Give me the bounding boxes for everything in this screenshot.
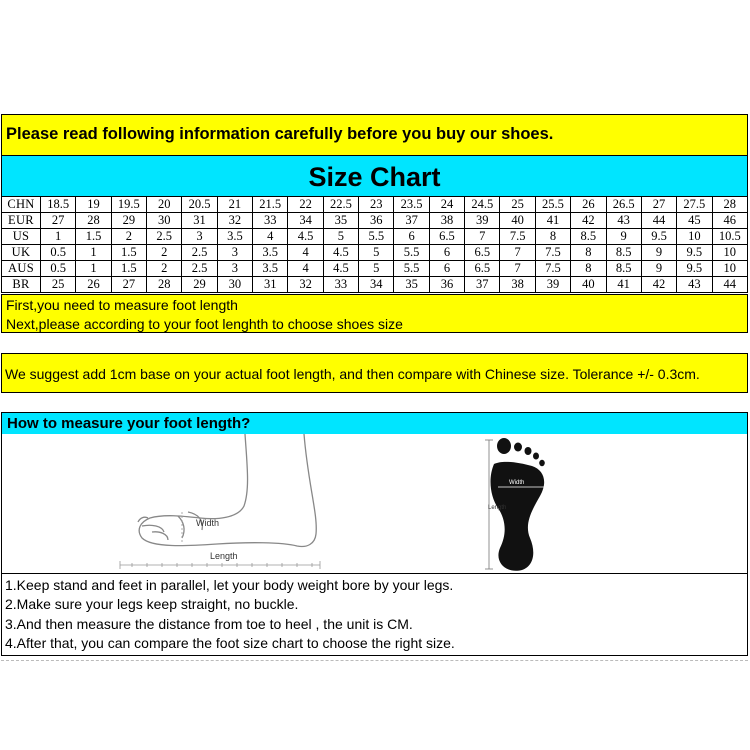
size-cell: 7 xyxy=(500,245,535,261)
size-cell: 20 xyxy=(147,197,182,213)
size-chart-title-banner xyxy=(1,155,748,197)
howto-title: How to measure your foot length? xyxy=(7,415,251,432)
size-cell: 6 xyxy=(394,229,429,245)
size-cell: 21.5 xyxy=(253,197,288,213)
size-cell: 34 xyxy=(359,277,394,293)
size-cell: 4.5 xyxy=(288,229,323,245)
note-first: First,you need to measure foot length xyxy=(6,297,238,313)
size-chart-table xyxy=(1,196,748,293)
size-cell: 5 xyxy=(359,245,394,261)
size-cell: 40 xyxy=(500,213,535,229)
size-cell: 7 xyxy=(465,229,500,245)
bottom-divider xyxy=(1,656,748,661)
size-chart-title: Size Chart xyxy=(308,162,441,192)
step-4: 4.After that, you can compare the foot size chart to choose the right size. xyxy=(5,634,455,651)
foot-diagram xyxy=(2,434,747,574)
size-cell: 43 xyxy=(606,213,641,229)
size-cell: 7 xyxy=(500,261,535,277)
size-cell: 1.5 xyxy=(76,229,111,245)
warning-text: Please read following information carefully before you buy our shoes. xyxy=(6,125,554,143)
size-cell: 4.5 xyxy=(323,261,358,277)
size-cell: 1 xyxy=(76,261,111,277)
row-label: BR xyxy=(2,277,41,293)
size-cell: 35 xyxy=(394,277,429,293)
measure-illustration xyxy=(1,434,748,574)
size-cell: 1.5 xyxy=(111,245,146,261)
size-row-us xyxy=(2,229,748,245)
size-cell: 10.5 xyxy=(712,229,747,245)
step-2: 2.Make sure your legs keep straight, no buckle. xyxy=(5,596,299,613)
size-cell: 8.5 xyxy=(571,229,606,245)
size-cell: 30 xyxy=(147,213,182,229)
size-row-chn xyxy=(2,197,748,213)
size-cell: 2.5 xyxy=(182,245,217,261)
size-cell: 6.5 xyxy=(429,229,464,245)
size-cell: 45 xyxy=(677,213,712,229)
size-cell: 38 xyxy=(500,277,535,293)
row-label: UK xyxy=(2,245,41,261)
size-cell: 5.5 xyxy=(394,245,429,261)
size-cell: 37 xyxy=(394,213,429,229)
size-cell: 18.5 xyxy=(41,197,76,213)
row-label: CHN xyxy=(2,197,41,213)
size-row-uk xyxy=(2,245,748,261)
size-cell: 39 xyxy=(535,277,570,293)
size-cell: 33 xyxy=(253,213,288,229)
size-cell: 5 xyxy=(323,229,358,245)
size-cell: 2.5 xyxy=(147,229,182,245)
size-cell: 19 xyxy=(76,197,111,213)
size-cell: 19.5 xyxy=(111,197,146,213)
size-cell: 7.5 xyxy=(535,261,570,277)
size-cell: 7.5 xyxy=(500,229,535,245)
size-cell: 21 xyxy=(217,197,252,213)
size-cell: 35 xyxy=(323,213,358,229)
size-cell: 2 xyxy=(111,229,146,245)
size-cell: 24 xyxy=(429,197,464,213)
size-row-br xyxy=(2,277,748,293)
howto-banner xyxy=(1,412,748,435)
size-cell: 3 xyxy=(217,261,252,277)
size-cell: 28 xyxy=(712,197,747,213)
size-cell: 27 xyxy=(41,213,76,229)
size-cell: 36 xyxy=(429,277,464,293)
size-cell: 3.5 xyxy=(253,261,288,277)
size-cell: 8 xyxy=(571,261,606,277)
size-cell: 29 xyxy=(111,213,146,229)
size-cell: 7.5 xyxy=(535,245,570,261)
size-cell: 0.5 xyxy=(41,261,76,277)
size-cell: 31 xyxy=(253,277,288,293)
size-cell: 44 xyxy=(712,277,747,293)
size-cell: 27.5 xyxy=(677,197,712,213)
size-cell: 9.5 xyxy=(677,261,712,277)
row-label: EUR xyxy=(2,213,41,229)
size-cell: 24.5 xyxy=(465,197,500,213)
size-cell: 6.5 xyxy=(465,245,500,261)
sole-width-label: Width xyxy=(509,480,525,486)
size-cell: 9 xyxy=(641,261,676,277)
size-cell: 4.5 xyxy=(323,245,358,261)
size-cell: 39 xyxy=(465,213,500,229)
size-cell: 25 xyxy=(500,197,535,213)
size-cell: 37 xyxy=(465,277,500,293)
size-cell: 4 xyxy=(253,229,288,245)
size-cell: 23 xyxy=(359,197,394,213)
note-next: Next,please according to your foot lenghth to choose shoes size xyxy=(6,316,403,332)
size-cell: 26 xyxy=(76,277,111,293)
size-cell: 46 xyxy=(712,213,747,229)
size-cell: 10 xyxy=(677,229,712,245)
suggestion-banner xyxy=(1,353,748,393)
size-cell: 26 xyxy=(571,197,606,213)
sole-length-label: Length xyxy=(488,505,507,511)
size-cell: 27 xyxy=(641,197,676,213)
size-cell: 4 xyxy=(288,245,323,261)
size-cell: 34 xyxy=(288,213,323,229)
size-cell: 2 xyxy=(147,261,182,277)
size-cell: 3.5 xyxy=(253,245,288,261)
size-cell: 5.5 xyxy=(394,261,429,277)
size-cell: 1.5 xyxy=(111,261,146,277)
size-cell: 42 xyxy=(641,277,676,293)
size-cell: 3 xyxy=(217,245,252,261)
size-cell: 36 xyxy=(359,213,394,229)
size-cell: 30 xyxy=(217,277,252,293)
size-cell: 32 xyxy=(217,213,252,229)
size-cell: 23.5 xyxy=(394,197,429,213)
steps-list xyxy=(1,573,748,656)
size-cell: 9.5 xyxy=(641,229,676,245)
size-cell: 1 xyxy=(76,245,111,261)
size-cell: 3.5 xyxy=(217,229,252,245)
size-cell: 5 xyxy=(359,261,394,277)
size-cell: 0.5 xyxy=(41,245,76,261)
size-cell: 9 xyxy=(606,229,641,245)
notes-banner xyxy=(1,294,748,333)
size-cell: 8 xyxy=(535,229,570,245)
size-cell: 40 xyxy=(571,277,606,293)
size-cell: 20.5 xyxy=(182,197,217,213)
row-label: AUS xyxy=(2,261,41,277)
warning-banner xyxy=(1,114,748,156)
size-cell: 22 xyxy=(288,197,323,213)
size-cell: 28 xyxy=(147,277,182,293)
size-cell: 29 xyxy=(182,277,217,293)
size-cell: 9.5 xyxy=(677,245,712,261)
size-cell: 3 xyxy=(182,229,217,245)
size-cell: 25.5 xyxy=(535,197,570,213)
size-cell: 6.5 xyxy=(465,261,500,277)
size-cell: 31 xyxy=(182,213,217,229)
size-cell: 38 xyxy=(429,213,464,229)
size-row-aus xyxy=(2,261,748,277)
size-cell: 41 xyxy=(535,213,570,229)
size-cell: 10 xyxy=(712,245,747,261)
side-foot-icon xyxy=(138,434,316,547)
side-length-label: Length xyxy=(210,551,238,561)
size-cell: 1 xyxy=(41,229,76,245)
size-cell: 10 xyxy=(712,261,747,277)
row-label: US xyxy=(2,229,41,245)
size-cell: 4 xyxy=(288,261,323,277)
size-cell: 28 xyxy=(76,213,111,229)
side-width-label: Width xyxy=(196,518,220,528)
size-cell: 2 xyxy=(147,245,182,261)
size-cell: 2.5 xyxy=(182,261,217,277)
size-cell: 43 xyxy=(677,277,712,293)
size-cell: 8 xyxy=(571,245,606,261)
size-cell: 32 xyxy=(288,277,323,293)
size-cell: 42 xyxy=(571,213,606,229)
size-cell: 25 xyxy=(41,277,76,293)
size-cell: 8.5 xyxy=(606,261,641,277)
size-cell: 6 xyxy=(429,245,464,261)
step-3: 3.And then measure the distance from toe to heel , the unit is CM. xyxy=(5,615,413,632)
size-cell: 6 xyxy=(429,261,464,277)
size-cell: 44 xyxy=(641,213,676,229)
size-cell: 41 xyxy=(606,277,641,293)
size-cell: 26.5 xyxy=(606,197,641,213)
size-cell: 33 xyxy=(323,277,358,293)
suggestion-text: We suggest add 1cm base on your actual foot length, and then compare with Chinese size. Tolerance +/- 0.3cm. xyxy=(5,366,700,382)
size-cell: 5.5 xyxy=(359,229,394,245)
size-cell: 22.5 xyxy=(323,197,358,213)
size-cell: 9 xyxy=(641,245,676,261)
size-row-eur xyxy=(2,213,748,229)
size-cell: 8.5 xyxy=(606,245,641,261)
step-1: 1.Keep stand and feet in parallel, let your body weight bore by your legs. xyxy=(5,577,454,593)
size-cell: 27 xyxy=(111,277,146,293)
